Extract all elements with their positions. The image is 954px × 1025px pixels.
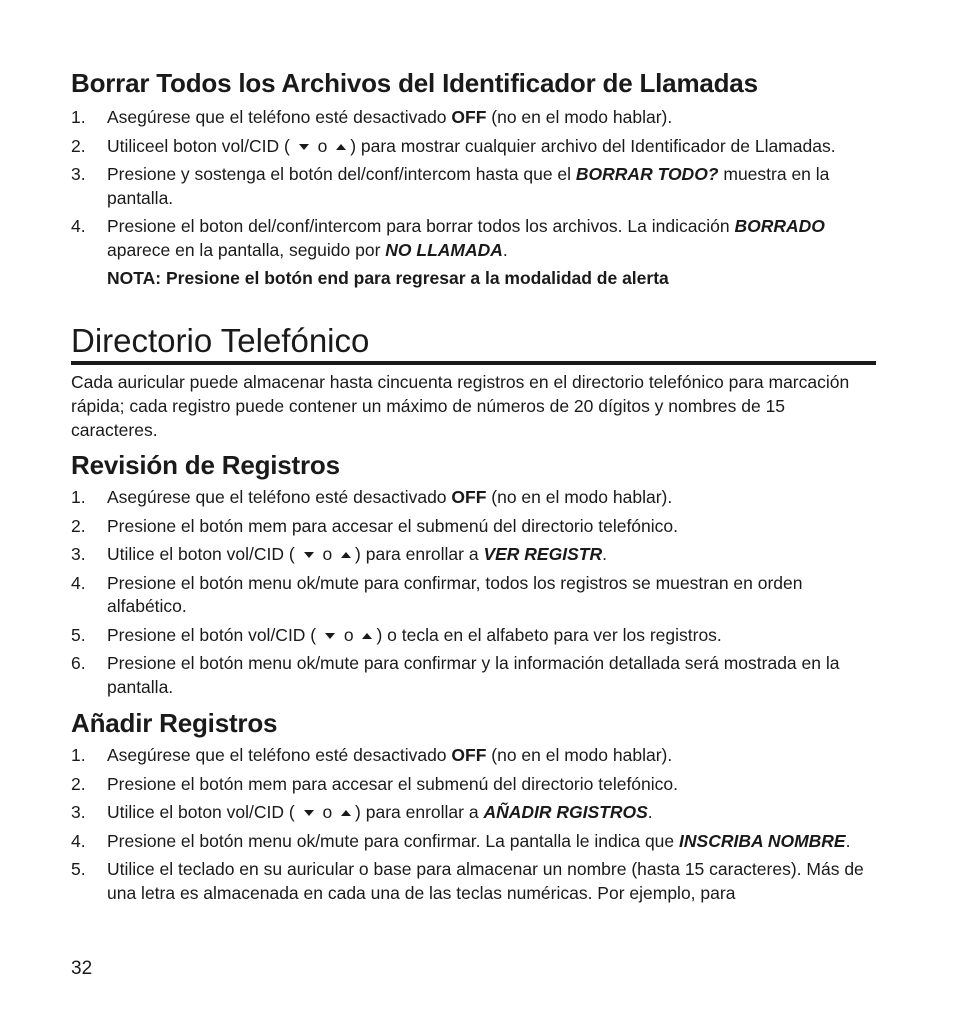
note-text: NOTA: Presione el botón end para regresar a la modalidad de alerta [107, 268, 669, 288]
arrow-up-icon [341, 810, 351, 816]
arrow-up-icon [336, 144, 346, 150]
list-item: 4. Presione el boton del/conf/intercom para borrar todos los archivos. La indicación BORRADO aparece en la pantalla, seguido por NO LLAMADA. NOTA: Presione el botón end para regresar a la modalidad de alerta [71, 215, 871, 291]
heading-borrar-archivos: Borrar Todos los Archivos del Identificador de Llamadas [71, 68, 758, 98]
list-revision-registros [71, 486, 871, 704]
list-item: 4. Presione el botón menu ok/mute para confirmar. La pantalla le indica que INSCRIBA NOMBRE. [71, 830, 851, 851]
arrow-up-icon [341, 552, 351, 558]
arrow-down-icon [304, 810, 314, 816]
list-item: 5. Utilice el teclado en su auricular o base para almacenar un nombre (hasta 15 caracteres). Más de una letra es almacenada en cada una de las teclas numéricas. Por ejemplo, para [71, 859, 864, 903]
title-underline [71, 361, 876, 365]
list-borrar-archivos [71, 106, 871, 296]
list-item: 2. Presione el botón mem para accesar el submenú del directorio telefónico. [71, 773, 679, 794]
arrow-up-icon [362, 633, 372, 639]
heading-revision-registros: Revisión de Registros [71, 450, 340, 480]
arrow-down-icon [299, 144, 309, 150]
list-item: 1. Asegúrese que el teléfono esté desactivado OFF (no en el modo hablar). [71, 487, 673, 507]
list-item: 3. Presione y sostenga el botón del/conf/intercom hasta que el BORRAR TODO? muestra en la pantalla. [71, 164, 830, 208]
page-number: 32 [71, 958, 93, 979]
list-item: 2. Presione el botón mem para accesar el submenú del directorio telefónico. [71, 515, 679, 536]
intro-paragraph: Cada auricular puede almacenar hasta cincuenta registros en el directorio telefónico para marcación rápida; cada registro puede contener un máximo de números de 20 dígitos y nombres de 15 caracteres. [71, 372, 850, 440]
page-title-directorio: Directorio Telefónico [71, 322, 370, 359]
list-anadir-registros [71, 744, 871, 910]
arrow-down-icon [304, 552, 314, 558]
list-item: 1. Asegúrese que el teléfono esté desactivado OFF (no en el modo hablar). [71, 107, 673, 127]
heading-anadir-registros: Añadir Registros [71, 708, 278, 738]
list-item: 3. Utilice el boton vol/CID ( o ) para enrollar a VER REGISTR. [71, 544, 607, 564]
arrow-down-icon [325, 633, 335, 639]
list-item: 2. Utiliceel boton vol/CID ( o ) para mostrar cualquier archivo del Identificador de Llamadas. [71, 135, 836, 156]
list-item: 4. Presione el botón menu ok/mute para confirmar, todos los registros se muestran en orden alfabético. [71, 572, 803, 616]
list-item: 6. Presione el botón menu ok/mute para confirmar y la información detallada será mostrada en la pantalla. [71, 653, 840, 697]
list-item: 3. Utilice el boton vol/CID ( o ) para enrollar a AÑADIR RGISTROS. [71, 802, 653, 822]
list-item: 5. Presione el botón vol/CID ( o ) o tecla en el alfabeto para ver los registros. [71, 624, 722, 645]
list-item: 1. Asegúrese que el teléfono esté desactivado OFF (no en el modo hablar). [71, 745, 673, 765]
